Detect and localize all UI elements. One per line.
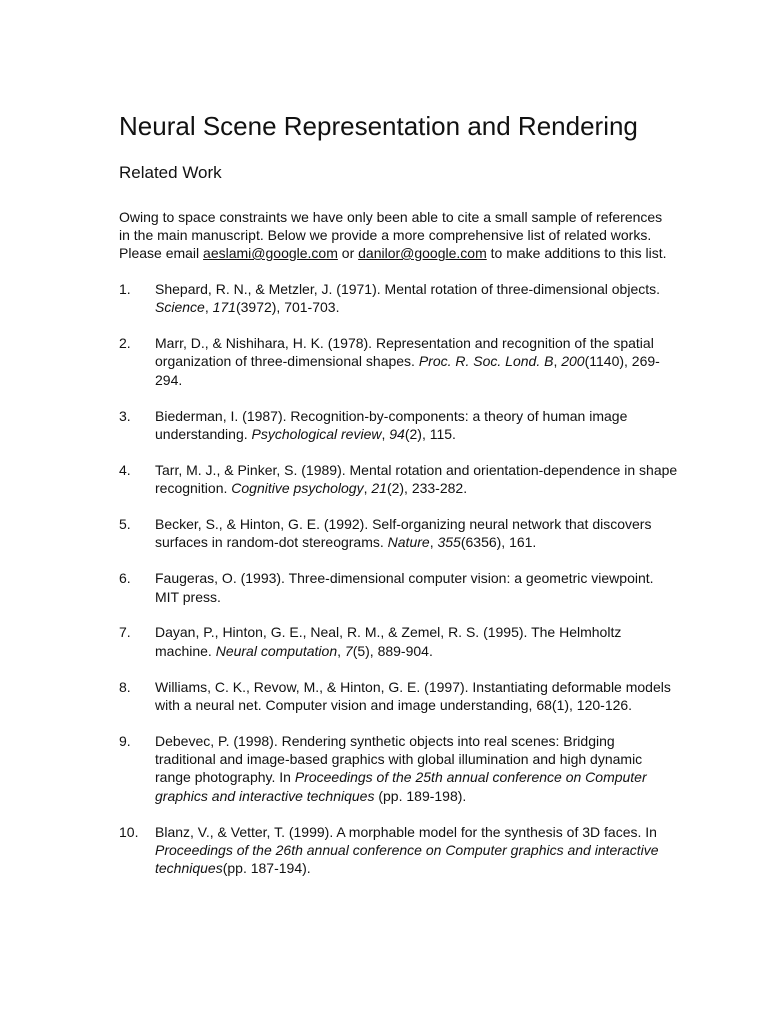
reference-text: Tarr, M. J., & Pinker, S. (1989). Mental rotation and orientation-dependence in shape recognition. Cognitive psychology, 21(2), 233-282. bbox=[155, 461, 678, 497]
reference-item bbox=[119, 461, 679, 498]
intro-line-3-prefix: Please email bbox=[119, 245, 204, 261]
reference-text: Blanz, V., & Vetter, T. (1999). A morphable model for the synthesis of 3D faces. In Proceedings of the 26th annual conference on Computer graphics and interactive techniques(pp. 187-194). bbox=[155, 823, 659, 877]
reference-number: 3. bbox=[119, 407, 131, 424]
reference-number: 6. bbox=[119, 570, 131, 587]
intro-paragraph bbox=[119, 208, 679, 262]
reference-text: Marr, D., & Nishihara, H. K. (1978). Representation and recognition of the spatial organization of three-dimensional shapes. Proc. R. Soc. Lond. B, 200(1140), 269-294. bbox=[155, 335, 660, 388]
reference-number: 10. bbox=[119, 823, 139, 840]
reference-number: 4. bbox=[119, 461, 131, 478]
reference-item bbox=[119, 569, 679, 606]
reference-item bbox=[119, 623, 679, 660]
reference-item bbox=[119, 732, 679, 805]
email-link-danilor[interactable]: danilor@google.com bbox=[358, 245, 487, 261]
journal-name: Proceedings of the 26th annual conference on Computer graphics and interactive techniques bbox=[155, 841, 659, 877]
volume-number: 171 bbox=[212, 299, 236, 316]
reference-number: 7. bbox=[119, 624, 131, 641]
reference-text: Shepard, R. N., & Metzler, J. (1971). Mental rotation of three-dimensional objects. Science, 171(3972), 701-703. bbox=[155, 281, 661, 316]
journal-name: Proceedings of the 25th annual conference on Computer graphics and interactive techniques bbox=[155, 769, 647, 804]
reference-text: Faugeras, O. (1993). Three-dimensional computer vision: a geometric viewpoint. MIT press. bbox=[155, 570, 654, 605]
journal-name: Proc. R. Soc. Lond. B bbox=[418, 353, 554, 370]
reference-text: Debevec, P. (1998). Rendering synthetic objects into real scenes: Bridging traditional and image-based graphics with global illumination and high dynamic range photography. In Proceedings of the 25th annual conference on Computer graphics and interactive techniques (pp. 189-198). bbox=[155, 732, 647, 804]
journal-name: Neural computation bbox=[215, 642, 338, 659]
intro-line-3-suffix: to make additions to this list. bbox=[486, 245, 667, 261]
volume-number: 355 bbox=[437, 534, 461, 551]
journal-name: Psychological review bbox=[251, 425, 382, 442]
email-link-aeslami[interactable]: aeslami@google.com bbox=[203, 245, 338, 261]
reference-number: 9. bbox=[119, 732, 131, 749]
reference-item bbox=[119, 678, 679, 715]
reference-text: Williams, C. K., Revow, M., & Hinton, G. E. (1997). Instantiating deformable models with a neural net. Computer vision and image understanding, 68(1), 120-126. bbox=[155, 678, 671, 713]
journal-name: Nature bbox=[387, 534, 430, 551]
volume-number: 94 bbox=[389, 425, 405, 442]
reference-text: Biederman, I. (1987). Recognition-by-components: a theory of human image understanding. Psychological review, 94(2), 115. bbox=[155, 407, 628, 442]
journal-name: Cognitive psychology bbox=[231, 480, 364, 497]
reference-text: Becker, S., & Hinton, G. E. (1992). Self-organizing neural network that discovers surfaces in random-dot stereograms. Nature, 355(6356), 161. bbox=[155, 516, 652, 551]
reference-item bbox=[119, 334, 679, 389]
reference-number: 8. bbox=[119, 678, 131, 695]
volume-number: 200 bbox=[561, 353, 585, 370]
volume-number: 7 bbox=[344, 642, 353, 659]
reference-item bbox=[119, 407, 679, 444]
volume-number: 21 bbox=[371, 480, 387, 497]
journal-name: Science bbox=[155, 299, 205, 316]
reference-list bbox=[119, 280, 679, 895]
reference-number: 2. bbox=[119, 335, 131, 352]
page-title: Neural Scene Representation and Rendering bbox=[119, 111, 638, 141]
section-heading: Related Work bbox=[119, 163, 222, 182]
reference-item bbox=[119, 823, 679, 878]
reference-item bbox=[119, 280, 679, 317]
reference-item bbox=[119, 515, 679, 552]
intro-line-1: Owing to space constraints we have only been able to cite a small sample of references bbox=[119, 209, 663, 225]
intro-line-2: in the main manuscript. Below we provide a more comprehensive list of related works. bbox=[119, 227, 652, 243]
reference-number: 5. bbox=[119, 516, 131, 533]
reference-number: 1. bbox=[119, 281, 131, 297]
intro-line-3-middle: or bbox=[337, 245, 359, 261]
reference-text: Dayan, P., Hinton, G. E., Neal, R. M., & Zemel, R. S. (1995). The Helmholtz machine. Neural computation, 7(5), 889-904. bbox=[155, 624, 622, 659]
